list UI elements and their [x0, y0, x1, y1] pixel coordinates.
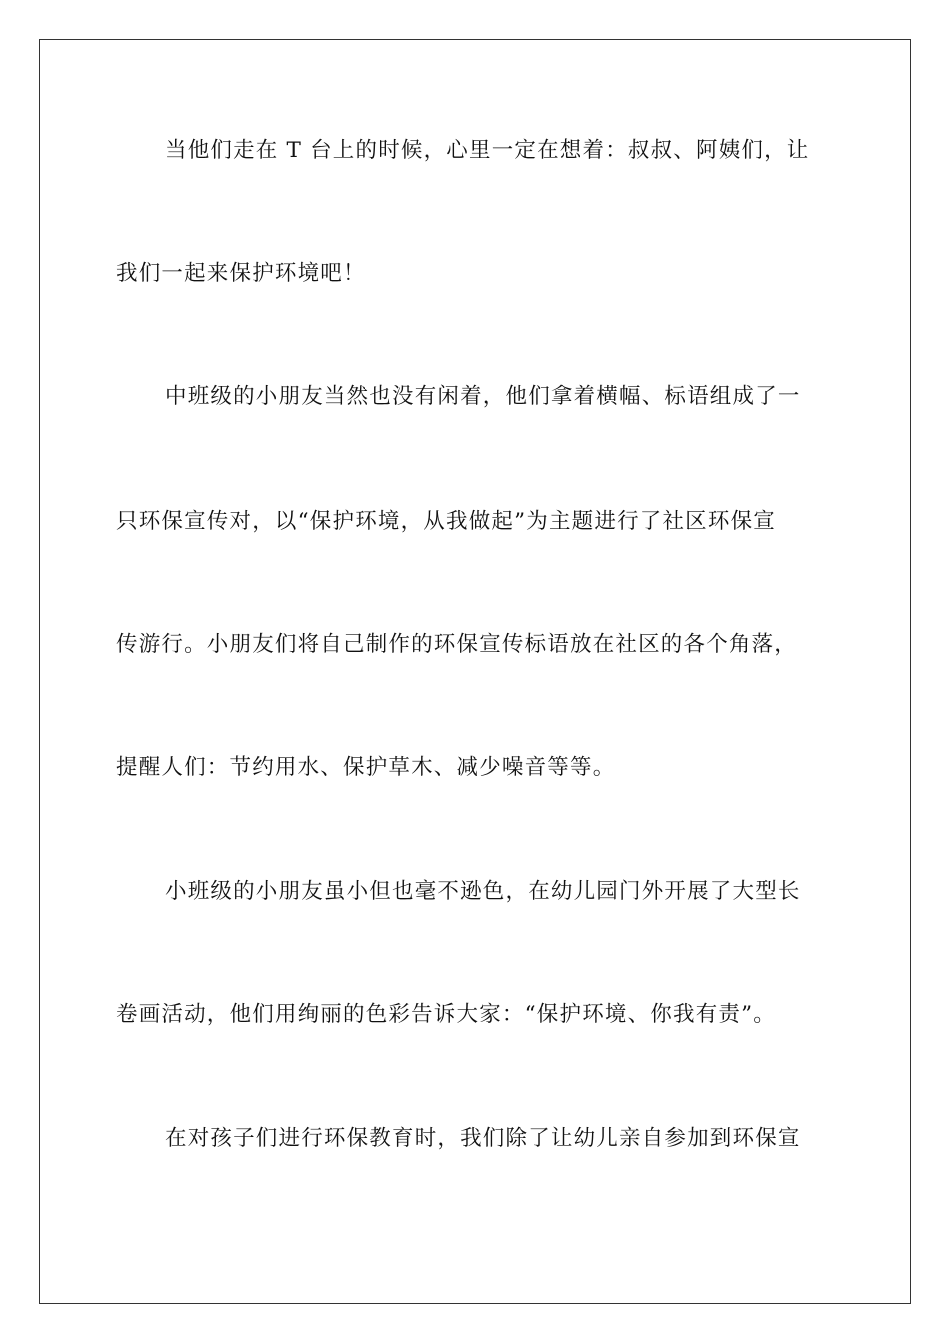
- paragraph-line: 卷画活动，他们用绚丽的色彩告诉大家：“保护环境、你我有责”。: [116, 1002, 776, 1027]
- paragraph-line: 只环保宣传对，以“保护环境，从我做起”为主题进行了社区环保宣: [116, 509, 776, 534]
- page-border: [39, 39, 911, 1304]
- paragraph-line: 中班级的小朋友当然也没有闲着，他们拿着横幅、标语组成了一: [165, 384, 801, 409]
- paragraph-line: 当他们走在 T 台上的时候，心里一定在想着：叔叔、阿姨们，让: [165, 138, 810, 163]
- paragraph-line: 我们一起来保护环境吧！: [116, 261, 366, 286]
- paragraph-line: 在对孩子们进行环保教育时，我们除了让幼儿亲自参加到环保宣: [165, 1126, 801, 1151]
- paragraph-line: 小班级的小朋友虽小但也毫不逊色，在幼儿园门外开展了大型长: [165, 879, 801, 904]
- paragraph-line: 提醒人们：节约用水、保护草木、减少噪音等等。: [116, 755, 616, 780]
- paragraph-line: 传游行。小朋友们将自己制作的环保宣传标语放在社区的各个角落，: [116, 632, 798, 657]
